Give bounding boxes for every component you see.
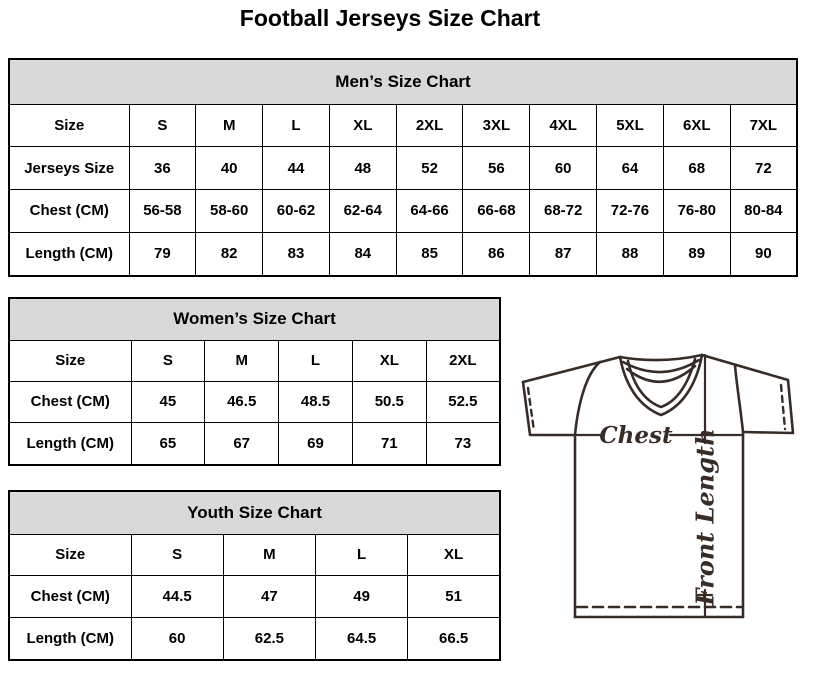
men-row-label: Chest (CM): [9, 189, 129, 232]
men-table-title: Men’s Size Chart: [9, 59, 797, 104]
men-cell: 58-60: [196, 189, 263, 232]
women-cell: 48.5: [279, 381, 353, 422]
jersey-right-sleeve: [735, 365, 793, 433]
men-cell: S: [129, 104, 196, 147]
women-table-row: [9, 381, 500, 422]
youth-row-label: Size: [9, 534, 131, 576]
women-cell: 73: [426, 423, 500, 465]
womens-size-table: [8, 297, 501, 466]
men-cell: 48: [329, 147, 396, 190]
men-table-row: [9, 232, 797, 276]
men-cell: 36: [129, 147, 196, 190]
men-cell: 44: [263, 147, 330, 190]
youth-cell: 64.5: [316, 617, 408, 660]
men-cell: 60: [530, 147, 597, 190]
men-cell: 76-80: [663, 189, 730, 232]
jersey-left-shoulder-line: [523, 357, 620, 382]
women-cell: S: [131, 340, 205, 381]
men-cell: 5XL: [597, 104, 664, 147]
women-row-label: Chest (CM): [9, 381, 131, 422]
men-cell: 87: [530, 232, 597, 276]
women-row-label: Length (CM): [9, 423, 131, 465]
youth-cell: M: [223, 534, 315, 576]
men-table-row: [9, 147, 797, 190]
men-cell: 40: [196, 147, 263, 190]
men-table-row: [9, 104, 797, 147]
youth-size-table: [8, 490, 501, 661]
men-cell: 89: [663, 232, 730, 276]
women-cell: M: [205, 340, 279, 381]
women-cell: 65: [131, 423, 205, 465]
youth-cell: 66.5: [408, 617, 500, 660]
jersey-measurement-diagram: [508, 336, 808, 636]
men-cell: 3XL: [463, 104, 530, 147]
youth-cell: 47: [223, 576, 315, 618]
men-cell: 88: [597, 232, 664, 276]
men-cell: 62-64: [329, 189, 396, 232]
youth-table-title: Youth Size Chart: [9, 491, 500, 534]
women-cell: L: [279, 340, 353, 381]
women-cell: 69: [279, 423, 353, 465]
youth-table-row: [9, 576, 500, 618]
men-cell: L: [263, 104, 330, 147]
men-cell: 80-84: [730, 189, 797, 232]
women-table-row: [9, 340, 500, 381]
women-row-label: Size: [9, 340, 131, 381]
youth-cell: 62.5: [223, 617, 315, 660]
youth-cell: XL: [408, 534, 500, 576]
women-cell: 46.5: [205, 381, 279, 422]
men-cell: 6XL: [663, 104, 730, 147]
youth-row-label: Length (CM): [9, 617, 131, 660]
youth-row-label: Chest (CM): [9, 576, 131, 618]
men-cell: 68-72: [530, 189, 597, 232]
women-cell: 45: [131, 381, 205, 422]
vneck-collar: [620, 355, 702, 415]
men-cell: 83: [263, 232, 330, 276]
women-cell: 71: [352, 423, 426, 465]
women-cell: 52.5: [426, 381, 500, 422]
youth-cell: L: [316, 534, 408, 576]
men-cell: 72: [730, 147, 797, 190]
page-title: Football Jerseys Size Chart: [239, 5, 541, 31]
men-cell: 4XL: [530, 104, 597, 147]
youth-cell: 44.5: [131, 576, 223, 618]
women-cell: 67: [205, 423, 279, 465]
men-cell: M: [196, 104, 263, 147]
youth-cell: S: [131, 534, 223, 576]
men-cell: 7XL: [730, 104, 797, 147]
youth-table-row: [9, 534, 500, 576]
men-cell: 64-66: [396, 189, 463, 232]
men-cell: 85: [396, 232, 463, 276]
men-cell: 60-62: [263, 189, 330, 232]
front-length-label: Front Length: [690, 428, 720, 606]
youth-cell: 49: [316, 576, 408, 618]
youth-table-row: [9, 617, 500, 660]
men-row-label: Length (CM): [9, 232, 129, 276]
men-cell: 84: [329, 232, 396, 276]
men-cell: 86: [463, 232, 530, 276]
women-cell: 2XL: [426, 340, 500, 381]
youth-cell: 51: [408, 576, 500, 618]
women-cell: 50.5: [352, 381, 426, 422]
men-cell: 72-76: [597, 189, 664, 232]
women-table-title: Women’s Size Chart: [9, 298, 500, 340]
women-table-row: [9, 423, 500, 465]
men-cell: 66-68: [463, 189, 530, 232]
mens-size-table: [8, 58, 798, 277]
men-cell: 64: [597, 147, 664, 190]
chest-label: Chest: [599, 422, 673, 449]
men-cell: 79: [129, 232, 196, 276]
men-cell: 56-58: [129, 189, 196, 232]
jersey-right-shoulder-line: [702, 355, 788, 380]
men-cell: 56: [463, 147, 530, 190]
men-cell: 2XL: [396, 104, 463, 147]
men-cell: 52: [396, 147, 463, 190]
youth-cell: 60: [131, 617, 223, 660]
men-cell: 68: [663, 147, 730, 190]
men-cell: XL: [329, 104, 396, 147]
men-cell: 90: [730, 232, 797, 276]
men-row-label: Jerseys Size: [9, 147, 129, 190]
women-cell: XL: [352, 340, 426, 381]
men-table-row: [9, 189, 797, 232]
men-cell: 82: [196, 232, 263, 276]
men-row-label: Size: [9, 104, 129, 147]
